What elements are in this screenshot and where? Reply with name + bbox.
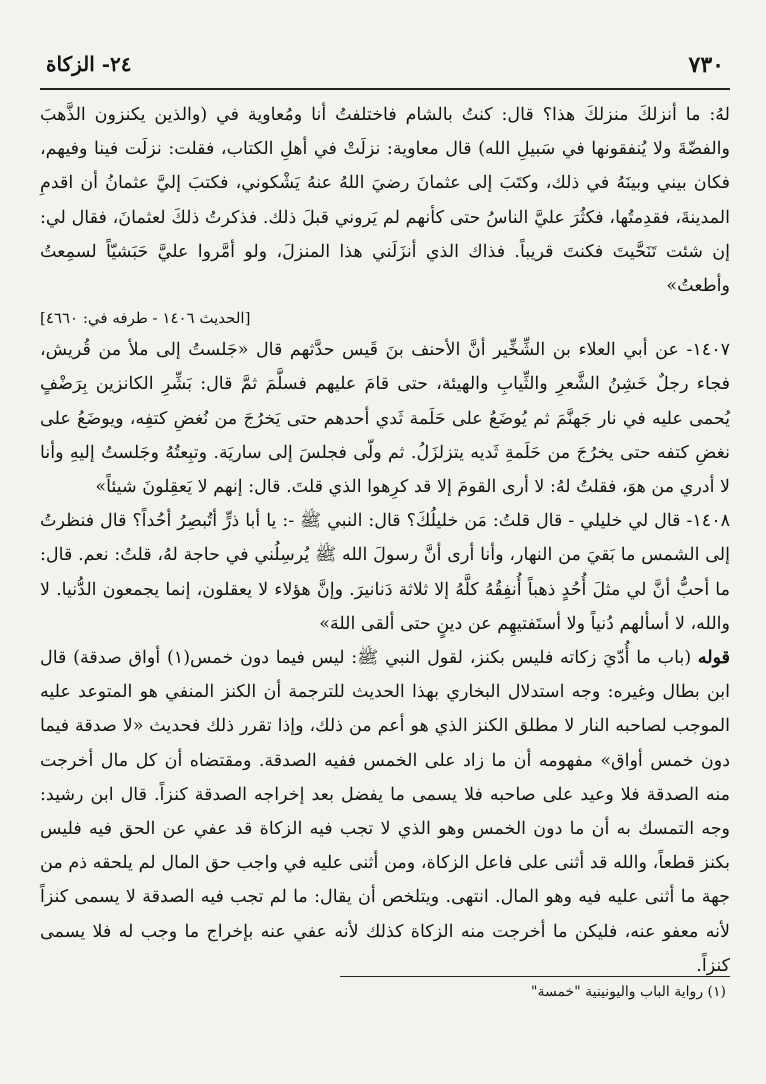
header-rule — [40, 88, 730, 90]
chapter-title: ٢٤- الزكاة — [46, 52, 132, 76]
hadith-1408: ١٤٠٨- قال لي خليلي - قال قلتُ: مَن خليلُكَ؟ قال: النبي ﷺ -: يا أبا ذرٍّ أتُبصِرُ أحُداً؟ قال فنظرتُ إلى الشمس ما بَقيَ من النهار، وأنا أرى أنَّ رسولَ الله ﷺ يُرسِلُني في حاجة لهُ، قلتُ: نعم. قال: ما أحبُّ أنَّ لي مثلَ أُحُدٍ ذهباً أُنفِقُهُ كلَّهُ إلا ثلاثة دَنانيرَ. وإنَّ هؤلاء لا يعقلون، إنما يجمعون الدُّنيا. لا والله، لا أسألهم دُنياً ولا أستَفتيهِم عن دينٍ حتى ألقى اللهَ» — [40, 511, 730, 634]
footnote: (١) رواية الباب واليونينية "خمسة" — [531, 984, 726, 1000]
hadith-reference: [الحديث ١٤٠٦ - طرفه في: ٤٦٦٠] — [40, 309, 251, 328]
commentary-lead: قوله — [697, 648, 730, 669]
hadith-1407: ١٤٠٧- عن أبي العلاء بن الشِّخِّير أنَّ الأحنف بنَ قَيس حدَّثهم قال «جَلستُ إلى ملأ من قُريش، فجاء رجلٌ خَشِنُ الشَّعرِ والثِّيابِ والهيئة، حتى قامَ عليهم فسلَّمَ ثمَّ قال: بَشِّرِ الكانزين بِرَضْفٍ يُحمى عليه في نار جَهنَّمَ ثم يُوضَعُ على حَلَمة ثَدي أحدهم حتى يَخرُجَ من نُغضِ كتفِه، ويوضَعُ على نغضِ كتفه حتى يخرُجَ من حَلَمةِ ثَديه يتزلزَلُ. ثم ولّى فجلسَ إلى ساريَة. وتبِعتُهُ وجَلستُ إليهِ وأنا لا أدري من هوَ، فقلتُ لهُ: لا أرى القومَ إلا قد كرِهوا الذي قلتَ. قال: إنهم لا يَعقِلونَ شيئاً» — [40, 340, 730, 498]
page-header — [40, 52, 730, 86]
hadith-continuation: لهُ: ما أنزلكَ منزلكَ هذا؟ قال: كنتُ بالشام فاختلفتُ أنا ومُعاوية في (والذين يكنزون الذَّهبَ والفضّةَ ولا يُنفقونها في سَبيلِ الله) قال معاوية: نزلَتْ في أهلِ الكتاب، فقلت: نزلَت فينا وفيهم، فكان بيني وبينَهُ في ذلك، وكتَبَ إلى عثمانَ رضيَ اللهُ عنهُ يَشْكوني، فكتبَ إليَّ عثمانُ أن اقدمِ المدينةَ، فقدِمتُها، فكثُرَ عليَّ الناسُ حتى كأنهم لم يَروني قبلَ ذلك. فذكرتُ ذلكَ لعثمانَ، فقال لي: إن شئت تَنَحَّيتَ فكنتَ قريباً. فذاك الذي أنزَلَني هذا المنزلَ، ولو أمَّروا عليَّ حَبَشيّاً لسمِعتُ وأطعتُ» — [40, 105, 730, 297]
footnote-rule — [340, 976, 730, 977]
main-text — [40, 98, 730, 983]
commentary-text: (باب ما أُدّيَ زكاته فليس بكنز، لقول النبي ﷺ: ليس فيما دون خمس(١) أواق صدقة) قال ابن بطال وغيره: وجه استدلال البخاري بهذا الحديث للترجمة أن الكنز المنفي هو المتوعد عليه الموجب لصاحبه النار لا مطلق الكنز الذي هو أعم من ذلك، وإذا تقرر ذلك فحديث «لا صدقة فيما دون خمس أواق» مفهومه أن ما زاد على الخمس ففيه الصدقة. ومقتضاه أن كل مال أخرجت منه الصدقة فلا وعيد على صاحبه فلا يسمى ما يفضل بعد إخراجه الصدقة كنزاً. قال ابن رشيد: وجه التمسك به أن ما دون الخمس وهو الذي لا تجب فيه الزكاة قد عفي عن الحق فيه فليس بكنز قطعاً، والله قد أثنى على فاعل الزكاة، ومن أثنى عليه في واجب حق المال لم يلحقه ذم من جهة ما أثنى عليه فيه وهو المال. انتهى. ويتلخص أن يقال: ما لم تجب فيه الصدقة لا يسمى كنزاً لأنه معفو عنه، فليكن ما أخرجت منه الزكاة كذلك لأنه عفي عنه بإخراج ما وجب له فلا يسمى كنزاً. — [40, 648, 730, 976]
commentary — [40, 641, 730, 983]
page-number: ٧٣٠ — [688, 52, 724, 78]
